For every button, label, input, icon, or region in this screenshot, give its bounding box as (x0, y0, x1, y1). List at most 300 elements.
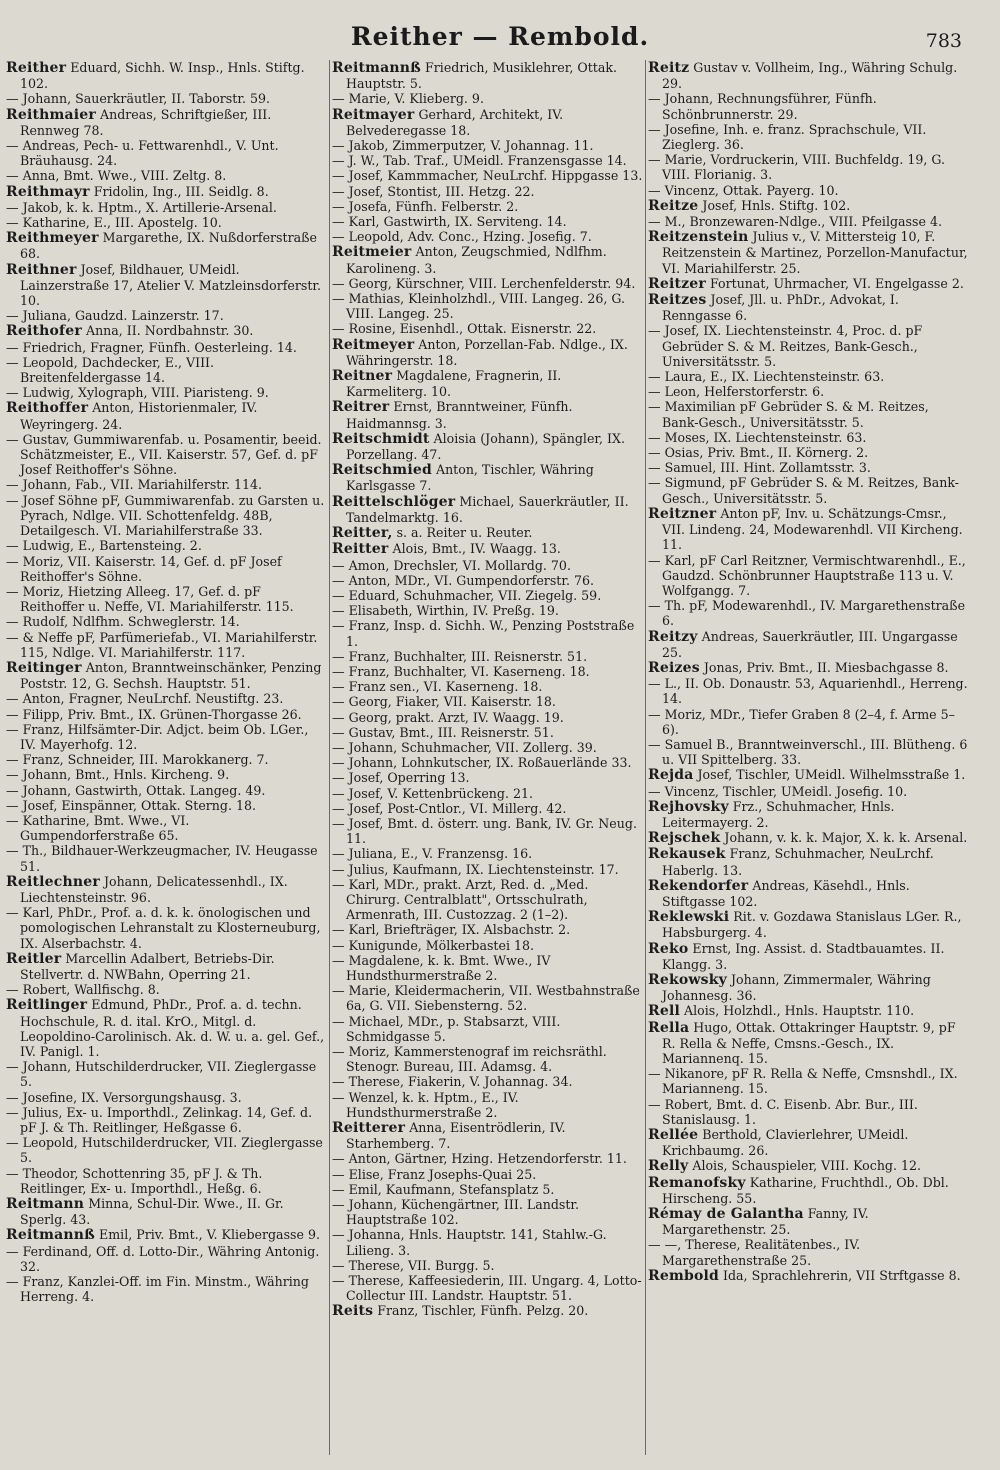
directory-entry (332, 525, 644, 541)
entry-details: Johann, v. k. k. Major, X. k. k. Arsenal. (724, 830, 968, 846)
directory-entry (648, 909, 968, 940)
entry-details: — Marie, V. Klieberg. 9. (332, 91, 484, 107)
directory-entry (6, 630, 326, 660)
entry-details: Hugo, Ottak. Ottakringer Hauptstr. 9, pF R. Rella & Neffe, Cmsns.-Gesch., IX. Mariannenq. 15. (662, 1019, 956, 1066)
entry-surname: Reklewski (648, 909, 730, 926)
directory-entry (6, 843, 326, 873)
entry-details: s. a. Reiter u. Reuter. (396, 525, 533, 541)
directory-entry (648, 369, 968, 384)
entry-surname: Rekausek (648, 846, 726, 863)
directory-entry (332, 368, 644, 399)
directory-entry (648, 1127, 968, 1158)
directory-entry (332, 276, 644, 291)
entry-surname: Rémay de Galantha (648, 1206, 804, 1223)
entry-details: — Ferdinand, Off. d. Lotto-Dir., Währing Antonig. 32. (6, 1243, 320, 1274)
entry-surname: Rejschek (648, 830, 721, 847)
entry-surname: Reitzner (648, 505, 717, 522)
directory-entry (332, 1227, 644, 1257)
directory-entry (332, 168, 644, 183)
entry-details: — Josef, Post-Cntlor., VI. Millerg. 42. (332, 800, 567, 816)
entry-details: — Therese, VII. Burgg. 5. (332, 1257, 495, 1273)
entry-surname: Reitmayer (332, 106, 415, 123)
directory-entry (6, 168, 326, 183)
entry-details: — Johann, Küchengärtner, III. Landstr. Hauptstraße 102. (332, 1197, 580, 1228)
entry-details: Ida, Sprachlehrerin, VII Strftgasse 8. (723, 1267, 961, 1283)
entry-details: Jonas, Priv. Bmt., II. Miesbachgasse 8. (703, 659, 949, 675)
entry-details: Alois, Holzhdl., Hnls. Hauptstr. 110. (684, 1003, 915, 1019)
entry-details: — Amon, Drechsler, VI. Mollardg. 70. (332, 557, 571, 573)
directory-entry (648, 972, 968, 1003)
entry-details: Ernst, Branntweiner, Fünfh. Haidmannsg. 3. (346, 399, 573, 431)
entry-details: — Robert, Wallfischg. 8. (6, 982, 160, 998)
entry-details: — Josef, IX. Liechtensteinstr. 4, Proc. d. pF Gebrüder S. & M. Reitzes, Bank-Gesch., Universitätsstr. 5. (648, 323, 923, 369)
entry-details: Friedrich, Musiklehrer, Ottak. Hauptstr. 5. (346, 60, 617, 92)
directory-entry (648, 598, 968, 628)
entry-details: — Emil, Kaufmann, Stefansplatz 5. (332, 1181, 555, 1197)
entry-details: — Samuel B., Branntweinverschl., III. Blütheng. 6 u. VII Spittelberg. 33. (648, 736, 968, 768)
directory-entry (6, 1274, 326, 1304)
entry-details: — Jakob, k. k. Hptm., X. Artillerie-Arsenal. (6, 199, 277, 215)
directory-entry (6, 340, 326, 355)
directory-entry (648, 553, 968, 599)
entry-details: — —, Therese, Realitätenbes., IV. Margarethenstraße 25. (648, 1237, 861, 1268)
entry-details: — Leopold, Dachdecker, E., VIII. Breitenfeldergasse 14. (6, 354, 215, 386)
entry-surname: Reithmaier (6, 106, 96, 123)
entry-details: Marcellin Adalbert, Betriebs-Dir. Stellvertr. d. NWBahn, Operring 21. (20, 950, 275, 982)
entry-details: — Franz, Schneider, III. Marokkanerg. 7. (6, 752, 269, 768)
directory-entry (648, 122, 968, 152)
entry-surname: Reitze (648, 197, 699, 214)
directory-entry (648, 1206, 968, 1237)
entry-details: — Franz, Kanzlei-Off. im Fin. Minstm., Währing Herreng. 4. (6, 1274, 309, 1305)
entry-details: — Anton, Fragner, NeuLrchf. Neustiftg. 23. (6, 691, 284, 707)
entry-details: Fanny, IV. Margarethenstr. 25. (662, 1206, 869, 1238)
entry-details: — Rudolf, Ndlfhm. Schweglerstr. 14. (6, 614, 240, 630)
entry-surname: Reko (648, 940, 689, 957)
entry-details: — Maximilian pF Gebrüder S. & M. Reitzes, Bank-Gesch., Universitätsstr. 5. (648, 399, 929, 430)
entry-details: — Sigmund, pF Gebrüder S. & M. Reitzes, Bank-Gesch., Universitätsstr. 5. (648, 475, 960, 506)
entry-surname: Reitinger (6, 659, 82, 676)
entry-details: — Johann, Sauerkräutler, II. Taborstr. 59. (6, 91, 270, 107)
entry-details: Frz., Schuhmacher, Hnls. Leitermayerg. 2. (662, 798, 895, 830)
entry-surname: Reithoffer (6, 400, 89, 417)
entry-surname: Rejhovsky (648, 798, 729, 815)
page-header (0, 22, 1000, 62)
entry-details: — Johann, Gastwirth, Ottak. Langeg. 49. (6, 782, 266, 798)
entry-surname: Reitlechner (6, 873, 100, 890)
directory-entry (648, 229, 968, 276)
entry-surname: Reitlinger (6, 997, 88, 1014)
directory-entry (332, 60, 644, 91)
directory-entry (6, 752, 326, 767)
directory-entry (648, 941, 968, 972)
entry-details: — Josefa, Fünfh. Felberstr. 2. (332, 198, 519, 214)
directory-entry (648, 1097, 968, 1127)
entry-details: — Johann, Schuhmacher, VII. Zollerg. 39. (332, 739, 597, 755)
entry-details: — Nikanore, pF R. Rella & Neffe, Cmsnshdl., IX. Marianneng. 15. (648, 1066, 958, 1097)
entry-details: Rit. v. Gozdawa Stanislaus LGer. R., Habsburgerg. 4. (662, 909, 962, 941)
directory-entry (332, 846, 644, 861)
entry-details: Fortunat, Uhrmacher, VI. Engelgasse 2. (709, 275, 964, 291)
directory-entry (6, 982, 326, 997)
entry-details: Margarethe, IX. Nußdorferstraße 68. (20, 230, 317, 262)
directory-entry (332, 462, 644, 493)
entry-details: — Julius, Ex- u. Importhdl., Zelinkag. 14, Gef. d. pF J. & Th. Reitlinger, Heßgasse 6. (6, 1104, 313, 1136)
entry-details: Edmund, PhDr., Prof. a. d. techn. Hochschule, R. d. ital. KrO., Mitgl. d. Leopoldino-Carolinisch. Ak. d. W. u. a. gel. Gef., IV. Panigl. 1. (20, 997, 325, 1059)
column-divider (329, 60, 330, 1455)
entry-details: — Josef, Einspänner, Ottak. Sterng. 18. (6, 797, 257, 813)
entry-surname: Rella (648, 1019, 690, 1036)
directory-entry (648, 1020, 968, 1067)
entry-surname: Reitzer (648, 275, 706, 292)
entry-details: — Magdalene, k. k. Bmt. Wwe., IV Hundsthurmerstraße 2. (332, 952, 551, 983)
directory-entry (332, 983, 644, 1013)
directory-entry (6, 215, 326, 230)
entry-details: Anna, II. Nordbahnstr. 30. (85, 323, 254, 339)
entry-details: — Johann, Fab., VII. Mariahilferstr. 114. (6, 477, 263, 493)
entry-details: Johann, Delicatessenhdl., IX. Liechtensteinstr. 96. (20, 873, 288, 905)
entry-details: Aloisia (Johann), Spängler, IX. Porzellang. 47. (346, 430, 625, 463)
directory-entry (648, 445, 968, 460)
entry-details: — Therese, Fiakerin, V. Johannag. 34. (332, 1074, 573, 1090)
directory-entry (648, 198, 968, 214)
directory-entry (648, 183, 968, 198)
entry-surname: Rembold (648, 1267, 719, 1284)
entry-details: Gustav v. Vollheim, Ing., Währing Schulg. 29. (662, 60, 958, 92)
directory-entry (332, 816, 644, 846)
directory-entry (6, 798, 326, 813)
directory-entry (332, 1044, 644, 1074)
entry-details: — Leon, Helferstorferstr. 6. (648, 384, 825, 400)
entry-details: — Leopold, Hutschilderdrucker, VII. Zieglergasse 5. (6, 1135, 323, 1166)
directory-entry (648, 1158, 968, 1174)
entry-details: — Karl, MDr., prakt. Arzt, Red. d. „Med. Chirurg. Centralblatt", Ortsschulrath, Armenrath, III. Custozzag. 2 (1–2). (332, 876, 589, 923)
directory-entry (6, 1244, 326, 1274)
entry-details: — & Neffe pF, Parfümeriefab., VI. Mariahilferstr. 115, Ndlge. VI. Mariahilferstr. 117. (6, 629, 318, 660)
directory-entry (6, 138, 326, 168)
directory-entry (6, 584, 326, 614)
directory-entry (6, 538, 326, 553)
entry-surname: Reithner (6, 261, 77, 278)
entry-surname: Reitmannß (6, 1227, 96, 1244)
directory-entry (332, 199, 644, 214)
directory-entry (6, 477, 326, 492)
directory-entry (332, 1120, 644, 1151)
entry-details: — Vincenz, Ottak. Payerg. 10. (648, 182, 839, 198)
directory-entry (6, 60, 326, 91)
directory-entry (332, 1197, 644, 1227)
entry-details: — Franz, Buchhalter, VI. Kaserneng. 18. (332, 663, 590, 679)
entry-details: — Th. pF, Modewarenhdl., IV. Margarethenstraße 6. (648, 598, 966, 629)
entry-surname: Reitmannß (332, 60, 422, 76)
entry-surname: Reitz (648, 60, 690, 76)
directory-entry (332, 740, 644, 755)
entry-surname: Reits (332, 1303, 374, 1320)
entry-details: Anton, Zeugschmied, Ndlfhm. Karolineng. 3. (346, 244, 607, 276)
directory-entry (648, 1268, 968, 1284)
directory-entry (6, 493, 326, 539)
entry-details: Franz, Tischler, Fünfh. Pelzg. 20. (377, 1303, 589, 1319)
entry-details: — Katharine, E., III. Apostelg. 10. (6, 215, 222, 231)
entry-details: — Moriz, MDr., Tiefer Graben 8 (2–4, f. Arme 5–6). (648, 706, 955, 737)
directory-entry (6, 905, 326, 951)
directory-entry (648, 430, 968, 445)
entry-details: — Josef Söhne pF, Gummiwarenfab. zu Garsten u. Pyrach, Ndlge. VII. Schottenfeldg. 48B, Detailgesch. VI. Mariahilferstraße 33. (6, 492, 325, 539)
directory-entry (648, 60, 968, 91)
directory-entry (6, 997, 326, 1059)
directory-entry (6, 1105, 326, 1135)
directory-entry (332, 679, 644, 694)
entry-details: — J. W., Tab. Traf., UMeidl. Franzensgasse 14. (332, 153, 627, 169)
directory-entry (6, 385, 326, 400)
directory-entry (332, 877, 644, 923)
entry-surname: Reithmeyer (6, 230, 99, 247)
directory-entry (6, 767, 326, 782)
entry-details: — Josefine, IX. Versorgungshausg. 3. (6, 1089, 242, 1105)
entry-details: — Marie, Vordruckerin, VIII. Buchfeldg. 19, G. VIII. Florianig. 3. (648, 152, 946, 183)
entry-details: — Marie, Kleidermacherin, VII. Westbahnstraße 6a, G. VII. Siebensterng. 52. (332, 983, 640, 1014)
directory-entry (648, 1066, 968, 1096)
directory-entry (648, 384, 968, 399)
directory-entry (332, 229, 644, 244)
entry-details: Anton, Porzellan-Fab. Ndlge., IX. Währingerstr. 18. (346, 336, 628, 368)
entry-details: — L., II. Ob. Donaustr. 53, Aquarienhdl., Herreng. 14. (648, 676, 968, 707)
entry-details: Johann, Zimmermaler, Währing Johannesg. 36. (662, 971, 931, 1004)
directory-entry (6, 722, 326, 752)
directory-entry (6, 554, 326, 584)
entry-details: — Julius, Kaufmann, IX. Liechtensteinstr. 17. (332, 861, 619, 877)
entry-details: — Franz, Insp. d. Sichh. W., Penzing Poststraße 1. (332, 618, 635, 649)
directory-entry (6, 951, 326, 982)
entry-surname: Reitrer (332, 399, 390, 416)
directory-entry (648, 737, 968, 767)
entry-surname: Rekowsky (648, 971, 727, 988)
directory-entry (648, 799, 968, 830)
entry-details: Andreas, Käsehdl., Hnls. Stiftgasse 102. (662, 877, 910, 909)
entry-details: — Moriz, VII. Kaiserstr. 14, Gef. d. pF Josef Reithoffer's Söhne. (6, 553, 282, 584)
entry-details: — Georg, Kürschner, VIII. Lerchenfelderstr. 94. (332, 275, 636, 291)
entry-details: Katharine, Fruchthdl., Ob. Dbl. Hirscheng. 55. (662, 1174, 949, 1206)
directory-entry (332, 618, 644, 648)
directory-entry (332, 138, 644, 153)
entry-surname: Reizes (648, 659, 700, 676)
entry-details: — Anton, Gärtner, Hzing. Hetzendorferstr. 11. (332, 1151, 627, 1167)
entry-details: — Karl, Briefträger, IX. Alsbachstr. 2. (332, 922, 571, 938)
directory-entry (6, 107, 326, 138)
entry-surname: Reitterer (332, 1120, 406, 1137)
directory-entry (648, 475, 968, 505)
entry-details: Franz, Schuhmacher, NeuLrchf. Haberlg. 13. (662, 846, 934, 878)
entry-details: Josef, Jll. u. PhDr., Advokat, I. Renngasse 6. (662, 292, 899, 324)
entry-details: — Robert, Bmt. d. C. Eisenb. Abr. Bur., III. Stanislausg. 1. (648, 1096, 918, 1127)
entry-details: — Franz, Buchhalter, III. Reisnerstr. 51. (332, 648, 588, 664)
directory-entry (332, 91, 644, 106)
entry-details: Andreas, Schriftgießer, III. Rennweg 78. (20, 106, 272, 138)
entry-details: — Johann, Rechnungsführer, Fünfh. Schönbrunnerstr. 29. (648, 91, 877, 122)
entry-details: — Laura, E., IX. Liechtensteinstr. 63. (648, 369, 885, 385)
directory-entry (332, 1167, 644, 1182)
directory-entry (332, 1258, 644, 1273)
directory-entry (332, 1182, 644, 1197)
entry-details: — Juliana, E., V. Franzensg. 16. (332, 846, 533, 862)
directory-entry (648, 878, 968, 909)
directory-entry (332, 244, 644, 275)
entry-details: — Moriz, Hietzing Alleeg. 17, Gef. d. pF Reithoffer u. Neffe, VI. Mariahilferstr. 115. (6, 583, 294, 615)
entry-details: — Johanna, Hnls. Hauptstr. 141, Stahlw.-G. Lilieng. 3. (332, 1227, 607, 1258)
entry-details: Alois, Bmt., IV. Waagg. 13. (392, 541, 561, 557)
entry-details: — Josef, Bmt. d. österr. ung. Bank, IV. Gr. Neug. 11. (332, 815, 637, 847)
directory-entry (332, 541, 644, 557)
directory-entry (648, 506, 968, 553)
entry-details: Anton, Branntweinschänker, Penzing Poststr. 12, G. Sechsh. Hauptstr. 51. (20, 659, 322, 692)
directory-entry (332, 153, 644, 168)
entry-details: — Wenzel, k. k. Hptm., E., IV. Hundsthurmerstraße 2. (332, 1089, 519, 1120)
entry-details: — Katharine, Bmt. Wwe., VI. Gumpendorferstraße 65. (6, 812, 190, 844)
entry-details: — Josef, Stontist, III. Hetzg. 22. (332, 183, 535, 199)
entry-details: — Samuel, III. Hint. Zollamtsstr. 3. (648, 460, 871, 476)
directory-entry (332, 862, 644, 877)
entry-details: — Johann, Hutschilderdrucker, VII. Zieglergasse 5. (6, 1059, 317, 1090)
directory-entry (648, 676, 968, 706)
entry-details: — Moriz, Kammerstenograf im reichsräthl. Stenogr. Bureau, III. Adamsg. 4. (332, 1044, 607, 1075)
entry-surname: Reitmann (6, 1196, 85, 1213)
directory-entry (332, 321, 644, 336)
entry-details: — Josef, Operring 13. (332, 770, 470, 786)
entry-surname: Reitter (332, 541, 389, 558)
entry-details: — Michael, MDr., p. Stabsarzt, VIII. Schmidgasse 5. (332, 1013, 561, 1044)
directory-entry (6, 1135, 326, 1165)
entry-details: — Josefine, Inh. e. franz. Sprachschule, VII. Zieglerg. 36. (648, 121, 927, 153)
entry-details: — Jakob, Zimmerputzer, V. Johannag. 11. (332, 138, 594, 154)
entry-details: Josef, Bildhauer, UMeidl. Lainzerstraße 17, Atelier V. Matzleinsdorferstr. 10. (20, 261, 322, 309)
entry-details: — Andreas, Pech- u. Fettwarenhdl., V. Unt. Bräuhausg. 24. (6, 138, 279, 169)
entry-details: — Karl, Gastwirth, IX. Serviteng. 14. (332, 214, 567, 230)
entry-surname: Reitzes (648, 292, 707, 309)
entry-details: Alois, Schauspieler, VIII. Kochg. 12. (692, 1158, 922, 1174)
directory-entry (332, 588, 644, 603)
directory-entry (648, 629, 968, 660)
entry-surname: Remanofsky (648, 1174, 746, 1191)
directory-entry (332, 755, 644, 770)
directory-entry (6, 308, 326, 323)
directory-entry (6, 707, 326, 722)
entry-details: — Gustav, Gummiwarenfab. u. Posamentir, beeid. Schätzmeister, E., VII. Kaiserstr. 57, Gef. d. pF Josef Reithoffer's Söhne. (6, 431, 322, 478)
directory-entry (332, 801, 644, 816)
entry-surname: Reitzenstein (648, 229, 749, 246)
directory-entry (6, 91, 326, 106)
directory-entry (6, 230, 326, 261)
entry-details: Anton, Historienmaler, IV. Weyringerg. 24. (20, 400, 258, 432)
entry-details: — Rosine, Eisenhdl., Ottak. Eisnerstr. 22. (332, 321, 597, 337)
entry-surname: Reithofer (6, 323, 82, 340)
directory-entry (332, 770, 644, 785)
directory-entry (648, 1175, 968, 1206)
directory-entry (332, 649, 644, 664)
directory-entry (332, 399, 644, 430)
directory-entry (332, 1014, 644, 1044)
entry-details: — Moses, IX. Liechtensteinstr. 63. (648, 429, 867, 445)
directory-entry (332, 184, 644, 199)
entry-surname: Reitzy (648, 628, 698, 645)
directory-entry (332, 922, 644, 937)
page-number: 783 (925, 30, 962, 52)
entry-details: — Georg, prakt. Arzt, IV. Waagg. 19. (332, 709, 564, 725)
entry-details: — Juliana, Gaudzd. Lainzerstr. 17. (6, 308, 224, 324)
entry-details: — Gustav, Bmt., III. Reisnerstr. 51. (332, 724, 554, 740)
directory-entry (332, 953, 644, 983)
directory-entry (648, 1003, 968, 1019)
directory-entry (332, 291, 644, 321)
directory-entry (6, 783, 326, 798)
directory-entry (332, 786, 644, 801)
entry-details: — Mathias, Kleinholzhdl., VIII. Langeg. 26, G. VIII. Langeg. 25. (332, 291, 626, 322)
entry-details: — Eduard, Schuhmacher, VII. Ziegelg. 59. (332, 587, 602, 603)
entry-details: — M., Bronzewaren-Ndlge., VIII. Pfeilgasse 4. (648, 214, 942, 230)
directory-entry (332, 694, 644, 709)
directory-entry (332, 1273, 644, 1303)
entry-details: Anton, Tischler, Währing Karlsgasse 7. (346, 462, 594, 494)
running-head: Reither — Rembold. (350, 22, 650, 51)
directory-entry (332, 214, 644, 229)
entry-details: — Franz sen., VI. Kaserneng. 18. (332, 679, 543, 695)
entry-details: Andreas, Sauerkräutler, III. Ungargasse 25. (662, 628, 958, 660)
directory-entry (648, 660, 968, 676)
directory-entry (648, 214, 968, 229)
entry-details: — Johann, Bmt., Hnls. Kircheng. 9. (6, 767, 230, 783)
entry-details: — Friedrich, Fragner, Fünfh. Oesterleing. 14. (6, 339, 297, 355)
directory-entry (332, 431, 644, 462)
entry-details: — Franz, Hilfsämter-Dir. Adjct. beim Ob. LGer., IV. Mayerhofg. 12. (6, 721, 309, 752)
entry-surname: Reitler (6, 950, 62, 967)
directory-entry (6, 323, 326, 339)
directory-entry (332, 1151, 644, 1166)
directory-entry (332, 710, 644, 725)
directory-entry (332, 337, 644, 368)
directory-entry (332, 664, 644, 679)
entry-details: Gerhard, Architekt, IV. Belvederegasse 18. (346, 106, 564, 138)
entry-details: — Th., Bildhauer-Werkzeugmacher, IV. Heugasse 51. (6, 843, 318, 874)
entry-details: Julius v., V. Mittersteig 10, F. Reitzenstein & Martinez, Porzellon-Manufactur, VI. Mariahilferstr. 25. (662, 229, 968, 276)
directory-entry (648, 707, 968, 737)
entry-surname: Rell (648, 1003, 680, 1020)
entry-surname: Reitschmidt (332, 430, 430, 447)
entry-surname: Reitmeier (332, 244, 412, 261)
directory-entry (332, 603, 644, 618)
column-2 (332, 60, 644, 1460)
directory-entry (648, 846, 968, 877)
directory-entry (648, 91, 968, 121)
entry-details: — Vincenz, Tischler, UMeidl. Josefig. 10. (648, 783, 908, 799)
directory-entry (648, 276, 968, 292)
entry-details: Eduard, Sichh. W. Insp., Hnls. Stiftg. 102. (20, 60, 305, 92)
entry-surname: Rellée (648, 1127, 699, 1144)
directory-entry (648, 784, 968, 799)
directory-entry (332, 938, 644, 953)
entry-details: — Johann, Lohnkutscher, IX. Roßauerlände 33. (332, 755, 632, 771)
entry-details: — Anton, MDr., VI. Gumpendorferstr. 76. (332, 572, 595, 588)
directory-entry (332, 725, 644, 740)
entry-details: Anna, Eisentrödlerin, IV. Starhemberg. 7. (346, 1120, 566, 1152)
column-1 (6, 60, 326, 1460)
directory-entry (6, 813, 326, 843)
entry-details: Magdalene, Fragnerin, II. Karmeliterg. 10. (346, 368, 562, 400)
entry-details: Minna, Schul-Dir. Wwe., II. Gr. Sperlg. 43. (20, 1196, 284, 1228)
entry-surname: Reitschmied (332, 462, 432, 479)
column-3 (648, 60, 968, 1460)
entry-details: — Josef, V. Kettenbrückeng. 21. (332, 785, 534, 801)
directory-entry (648, 292, 968, 323)
entry-surname: Rekendorfer (648, 877, 749, 894)
